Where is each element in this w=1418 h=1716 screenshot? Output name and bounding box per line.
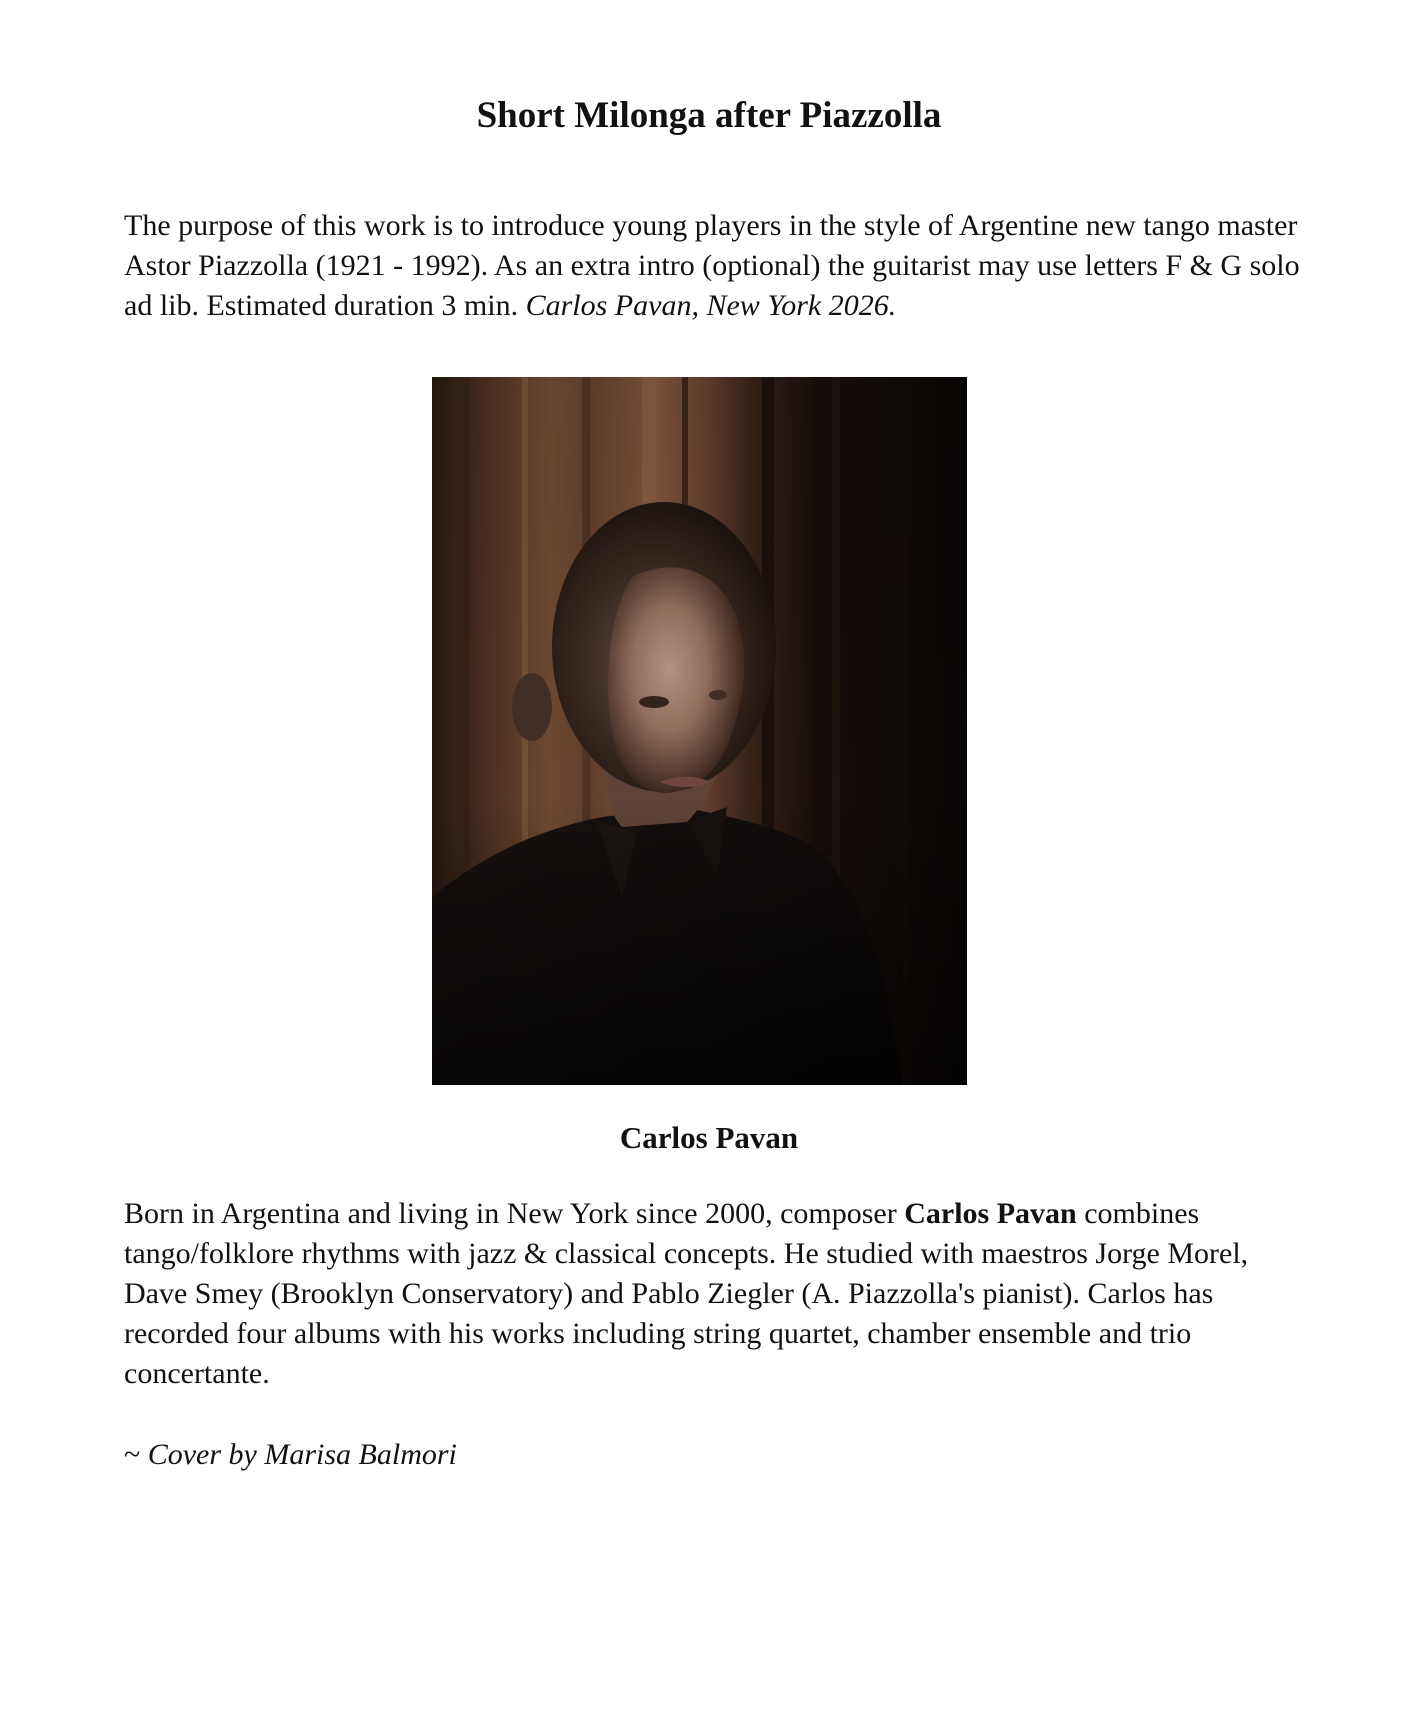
cover-credit (124, 1435, 1224, 1475)
photo-caption: Carlos Pavan (619, 1120, 799, 1155)
bio-text-after: combines tango/folklore rhythms with jazz & classical concepts. He studied with maestros Jorge Morel, Dave Smey (Brooklyn Conservatory) and Pablo Ziegler (A. Piazzolla's pianist). Carlos has recorded four albums with his works including string quartet, chamber ensemble and trio concertante. (124, 1197, 1249, 1390)
bio-composer-name: Carlos Pavan (904, 1197, 1077, 1230)
credit-prefix: ~ (124, 1438, 141, 1471)
composer-portrait-photo (432, 377, 967, 1085)
credit-text: Cover by Marisa Balmori (147, 1438, 457, 1471)
intro-paragraph (124, 206, 1304, 326)
page-title: Short Milonga after Piazzolla (476, 95, 942, 136)
bio-paragraph (124, 1194, 1314, 1394)
intro-text: The purpose of this work is to introduce young players in the style of Argentine new tango master Astor Piazzolla (1921 - 1992). As an extra intro (optional) the guitarist may use letters F & G solo ad lib. Estimated duration 3 min. (124, 209, 1300, 322)
intro-signature: Carlos Pavan, New York 2026. (525, 289, 897, 322)
bio-text-before: Born in Argentina and living in New York since 2000, composer (124, 1197, 897, 1230)
